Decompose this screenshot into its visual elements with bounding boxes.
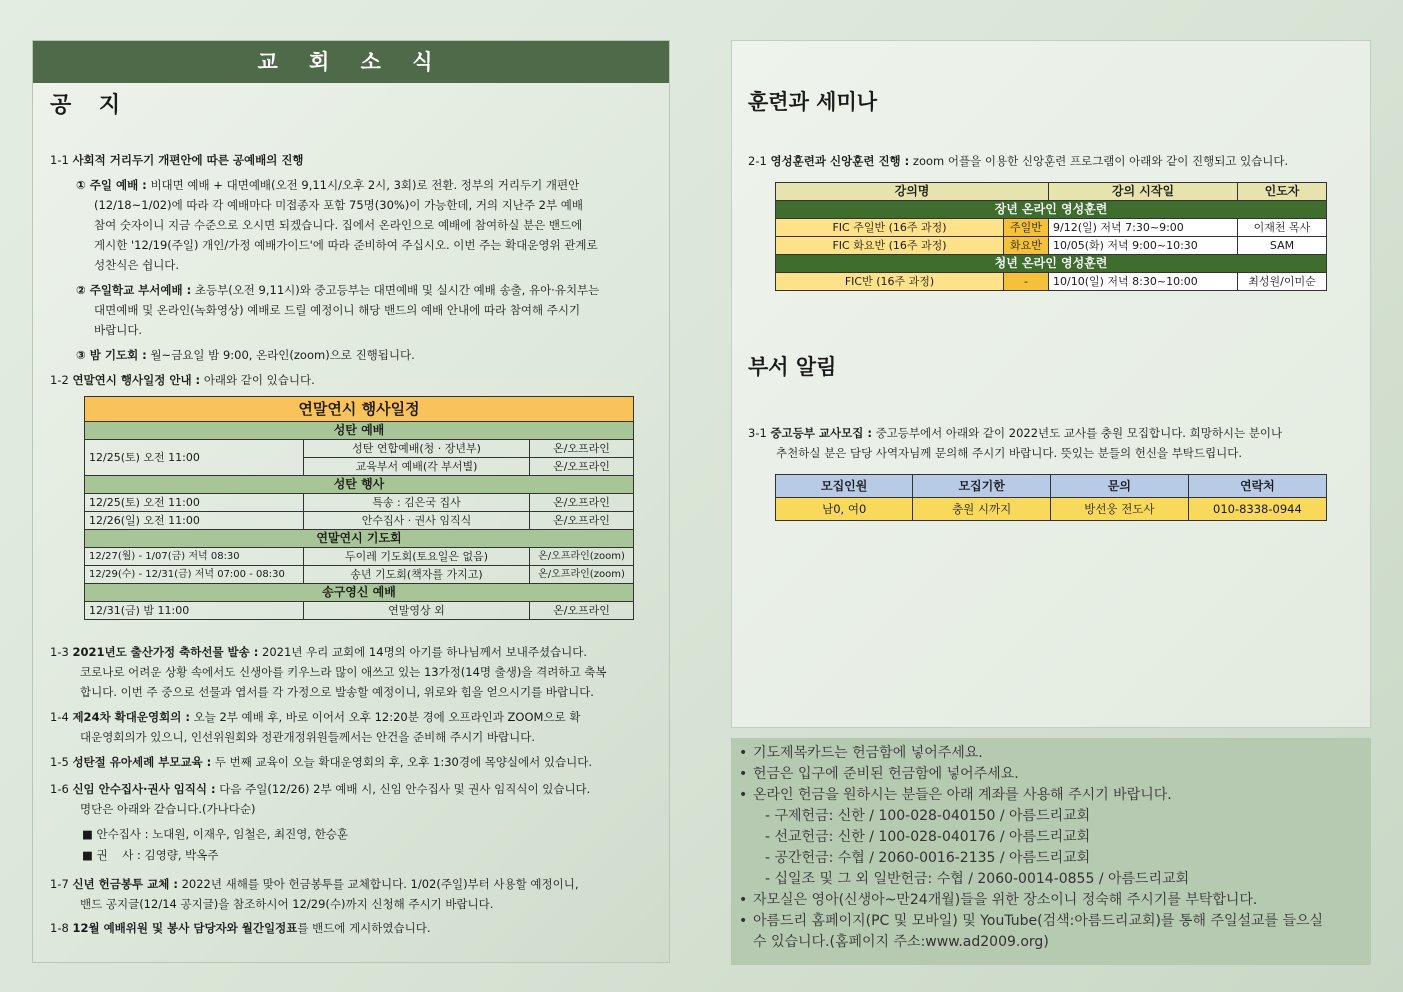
notice-1-1-p2: ② 주일학교 부서예배 : 초등부(오전 9,11시)와 중고등부는 대면예배 및 실시간 예배 송출, 유아·유치부는 <box>76 283 600 297</box>
bullet-item: • 아름드리 홈페이지(PC 및 모바일) 및 YouTube(검색:아름드리교회)를 통해 주일설교를 들으실 <box>739 913 1324 929</box>
course-name: FIC 화요반 (16주 과정) <box>776 237 1004 255</box>
event-date: 12/26(일) 오전 11:00 <box>85 512 304 530</box>
event-mode: 온/오프라인(zoom) <box>530 548 634 566</box>
course-start: 9/12(일) 저녁 7:30~9:00 <box>1049 219 1238 237</box>
event-date: 12/29(수) - 12/31(금) 저녁 07:00 - 08:30 <box>85 566 304 584</box>
course-leader: SAM <box>1238 237 1327 255</box>
course-day: - <box>1004 273 1049 291</box>
notice-heading: 공 지 <box>50 93 131 118</box>
account-line: - 십일조 및 그 외 일반헌금: 수협 / 2060-0014-0855 / 아름드리교회 <box>765 871 1190 887</box>
notice-1-1-p3: ③ 밤 기도회 : 월~금요일 밤 9:00, 온라인(zoom)으로 진행됩니다. <box>76 348 415 362</box>
event-name: 연말영상 외 <box>304 602 530 620</box>
events-section-new-year-service: 송구영신 예배 <box>85 584 634 602</box>
event-mode: 온/오프라인 <box>530 440 634 458</box>
bullet-item: • 기도제목카드는 헌금함에 넣어주세요. <box>739 745 983 761</box>
event-mode: 온/오프라인 <box>530 494 634 512</box>
training-section-youth: 청년 온라인 영성훈련 <box>776 255 1327 273</box>
recruit-deadline: 충원 시까지 <box>913 498 1051 521</box>
notice-1-4: 1-4 제24차 확대운영회의 : 오늘 2부 예배 후, 바로 이어서 오후 12:20분 경에 오프라인과 ZOOM으로 확 <box>50 710 581 724</box>
col-start: 강의 시작일 <box>1049 183 1238 201</box>
notice-1-5: 1-5 성탄절 유아세례 부모교육 : 두 번째 교육이 오늘 확대운영회의 후, 오후 1:30경에 목양실에서 있습니다. <box>50 755 593 769</box>
year-end-events-table <box>84 396 634 620</box>
event-date: 12/25(토) 오전 11:00 <box>85 494 304 512</box>
events-section-christmas-event: 성탄 행사 <box>85 476 634 494</box>
col-recruit-deadline: 모집기한 <box>913 475 1051 498</box>
col-recruit-contact: 문의 <box>1050 475 1188 498</box>
notice-1-1-p2-line2: 대면예배 및 온라인(녹화영상) 예배로 드릴 예정이니 해당 밴드의 예배 안내에 따라 참여해 주시기 <box>94 303 581 317</box>
course-name: FIC반 (16주 과정) <box>776 273 1004 291</box>
events-table-title: 연말연시 행사일정 <box>85 397 634 422</box>
notice-1-4-line2: 대운영회의가 있으니, 인선위원회와 정관개정위원들께서는 안건을 준비해 주시기 바랍니다. <box>80 730 536 744</box>
notice-1-2: 1-2 연말연시 행사일정 안내 : 아래와 같이 있습니다. <box>50 373 315 387</box>
event-name: 특송 : 김은국 집사 <box>304 494 530 512</box>
col-recruit-phone: 연락처 <box>1188 475 1326 498</box>
account-line: - 선교헌금: 신한 / 100-028-040176 / 아름드리교회 <box>765 829 1091 845</box>
new-deacons-list: ■ 안수집사 : 노대원, 이재우, 임철은, 최진영, 한승훈 <box>82 827 349 841</box>
training-table <box>775 182 1327 291</box>
events-section-prayer: 연말연시 기도회 <box>85 530 634 548</box>
notice-1-1-title: 1-1 사회적 거리두기 개편안에 따른 공예배의 진행 <box>50 153 304 167</box>
notice-1-3-line2: 코로나로 어려운 상황 속에서도 신생아를 키우느라 많이 애쓰고 있는 13가정(14명 출생)을 격려하고 축복 <box>80 665 607 679</box>
notice-1-7: 1-7 신년 헌금봉투 교체 : 2022년 새해를 맞아 헌금봉투를 교체합니다. 1/02(주일)부터 사용할 예정이니, <box>50 877 579 891</box>
notice-1-3: 1-3 2021년도 출산가정 축하선물 발송 : 2021년 우리 교회에 14명의 아기를 하나님께서 보내주셨습니다. <box>50 645 588 659</box>
col-leader: 인도자 <box>1238 183 1327 201</box>
training-heading: 훈련과 세미나 <box>748 90 878 114</box>
notice-1-3-line3: 합니다. 이번 주 중으로 선물과 엽서를 각 가정으로 발송할 예정이니, 위로와 힘을 얻으시기를 바랍니다. <box>80 685 594 699</box>
account-line: - 공간헌금: 수협 / 2060-0016-2135 / 아름드리교회 <box>765 850 1091 866</box>
notice-1-1-p1-line5: 성찬식은 쉽니다. <box>94 258 180 272</box>
course-day: 주일반 <box>1004 219 1049 237</box>
event-date: 12/31(금) 밤 11:00 <box>85 602 304 620</box>
course-start: 10/10(일) 저녁 8:30~10:00 <box>1049 273 1238 291</box>
event-name: 성탄 연합예배(청 · 장년부) <box>304 440 530 458</box>
event-mode: 온/오프라인(zoom) <box>530 566 634 584</box>
notice-1-1-p1-line2: (12/18~1/02)에 따라 각 예배마다 미접종자 포함 75명(30%)이 가능한데, 거의 지난주 2부 예배 <box>94 198 583 212</box>
bullet-item: • 헌금은 입구에 준비된 헌금함에 넣어주세요. <box>739 766 1019 782</box>
notice-1-7-line2: 밴드 공지글(12/14 공지글)을 참조하시어 12/29(수)까지 신청해 주시기 바랍니다. <box>80 897 494 911</box>
col-course: 강의명 <box>776 183 1049 201</box>
account-line: - 구제헌금: 신한 / 100-028-040150 / 아름드리교회 <box>765 808 1091 824</box>
church-news-banner: 교 회 소 식 <box>33 41 669 83</box>
bullet-item: • 온라인 헌금을 원하시는 분들은 아래 계좌를 사용해 주시기 바랍니다. <box>739 787 1172 803</box>
training-section-adult: 장년 온라인 영성훈련 <box>776 201 1327 219</box>
announcements-box <box>731 738 1371 965</box>
recruit-phone: 010-8338-0944 <box>1188 498 1326 521</box>
event-name: 교육부서 예배(각 부서별) <box>304 458 530 476</box>
notice-1-1-p1: ① 주일 예배 : 비대면 예배 + 대면예배(오전 9,11시/오후 2시, 3회)로 전환. 정부의 거리두기 개편안 <box>76 178 580 192</box>
course-leader: 최성원/이미순 <box>1238 273 1327 291</box>
homepage-line: 수 있습니다.(홈페이지 주소:www.ad2009.org) <box>753 934 1049 950</box>
course-leader: 이재천 목사 <box>1238 219 1327 237</box>
course-day: 화요반 <box>1004 237 1049 255</box>
department-news-heading: 부서 알림 <box>748 355 837 379</box>
notice-2-1: 2-1 영성훈련과 신앙훈련 진행 : zoom 어플을 이용한 신앙훈련 프로그램이 아래와 같이 진행되고 있습니다. <box>748 154 1289 168</box>
notice-1-8: 1-8 12월 예배위원 및 봉사 담당자와 월간일정표를 밴드에 게시하였습니다. <box>50 921 431 935</box>
event-name: 두이레 기도회(토요일은 없음) <box>304 548 530 566</box>
event-date: 12/27(월) - 1/07(금) 저녁 08:30 <box>85 548 304 566</box>
course-name: FIC 주일반 (16주 과정) <box>776 219 1004 237</box>
teacher-recruit-table <box>775 474 1327 521</box>
event-mode: 온/오프라인 <box>530 602 634 620</box>
bullet-item: • 자모실은 영아(신생아~만24개월)들을 위한 장소이니 정숙해 주시기를 부탁합니다. <box>739 892 1258 908</box>
training-panel <box>731 40 1371 728</box>
new-kwonsa-list: ■ 권 사 : 김영량, 박옥주 <box>82 848 219 862</box>
notice-1-1-p1-line3: 참여 숫자이니 지금 수준으로 오시면 되겠습니다. 집에서 온라인으로 예배에 참여하실 분은 밴드에 <box>94 218 583 232</box>
event-mode: 온/오프라인 <box>530 458 634 476</box>
notice-1-1-p2-line3: 바랍니다. <box>94 323 143 337</box>
notice-1-6: 1-6 신임 안수집사·권사 임직식 : 다음 주일(12/26) 2부 예배 시, 신임 안수집사 및 권사 임직식이 있습니다. <box>50 782 591 796</box>
notice-3-1: 3-1 중고등부 교사모집 : 중고등부에서 아래와 같이 2022년도 교사를 충원 모집합니다. 희망하시는 분이나 <box>748 426 1283 440</box>
notice-1-1-p1-line4: 게시한 '12/19(주일) 개인/가정 예배가이드'에 따라 준비하여 주십시오. 이번 주는 확대운영위 관계로 <box>94 238 598 252</box>
col-recruit-count: 모집인원 <box>776 475 913 498</box>
event-mode: 온/오프라인 <box>530 512 634 530</box>
event-name: 안수집사 · 권사 임직식 <box>304 512 530 530</box>
notice-3-1-line2: 추천하실 분은 담당 사역자님께 문의해 주시기 바랍니다. 뜻있는 분들의 헌신을 부탁드립니다. <box>776 446 1243 460</box>
notice-1-6-line2: 명단은 아래와 같습니다.(가나다순) <box>80 802 256 816</box>
recruit-contact: 방선웅 전도사 <box>1050 498 1188 521</box>
event-date: 12/25(토) 오전 11:00 <box>85 440 304 476</box>
event-name: 송년 기도회(책자를 가지고) <box>304 566 530 584</box>
course-start: 10/05(화) 저녁 9:00~10:30 <box>1049 237 1238 255</box>
events-section-christmas-service: 성탄 예배 <box>85 422 634 440</box>
recruit-count: 남0, 여0 <box>776 498 913 521</box>
